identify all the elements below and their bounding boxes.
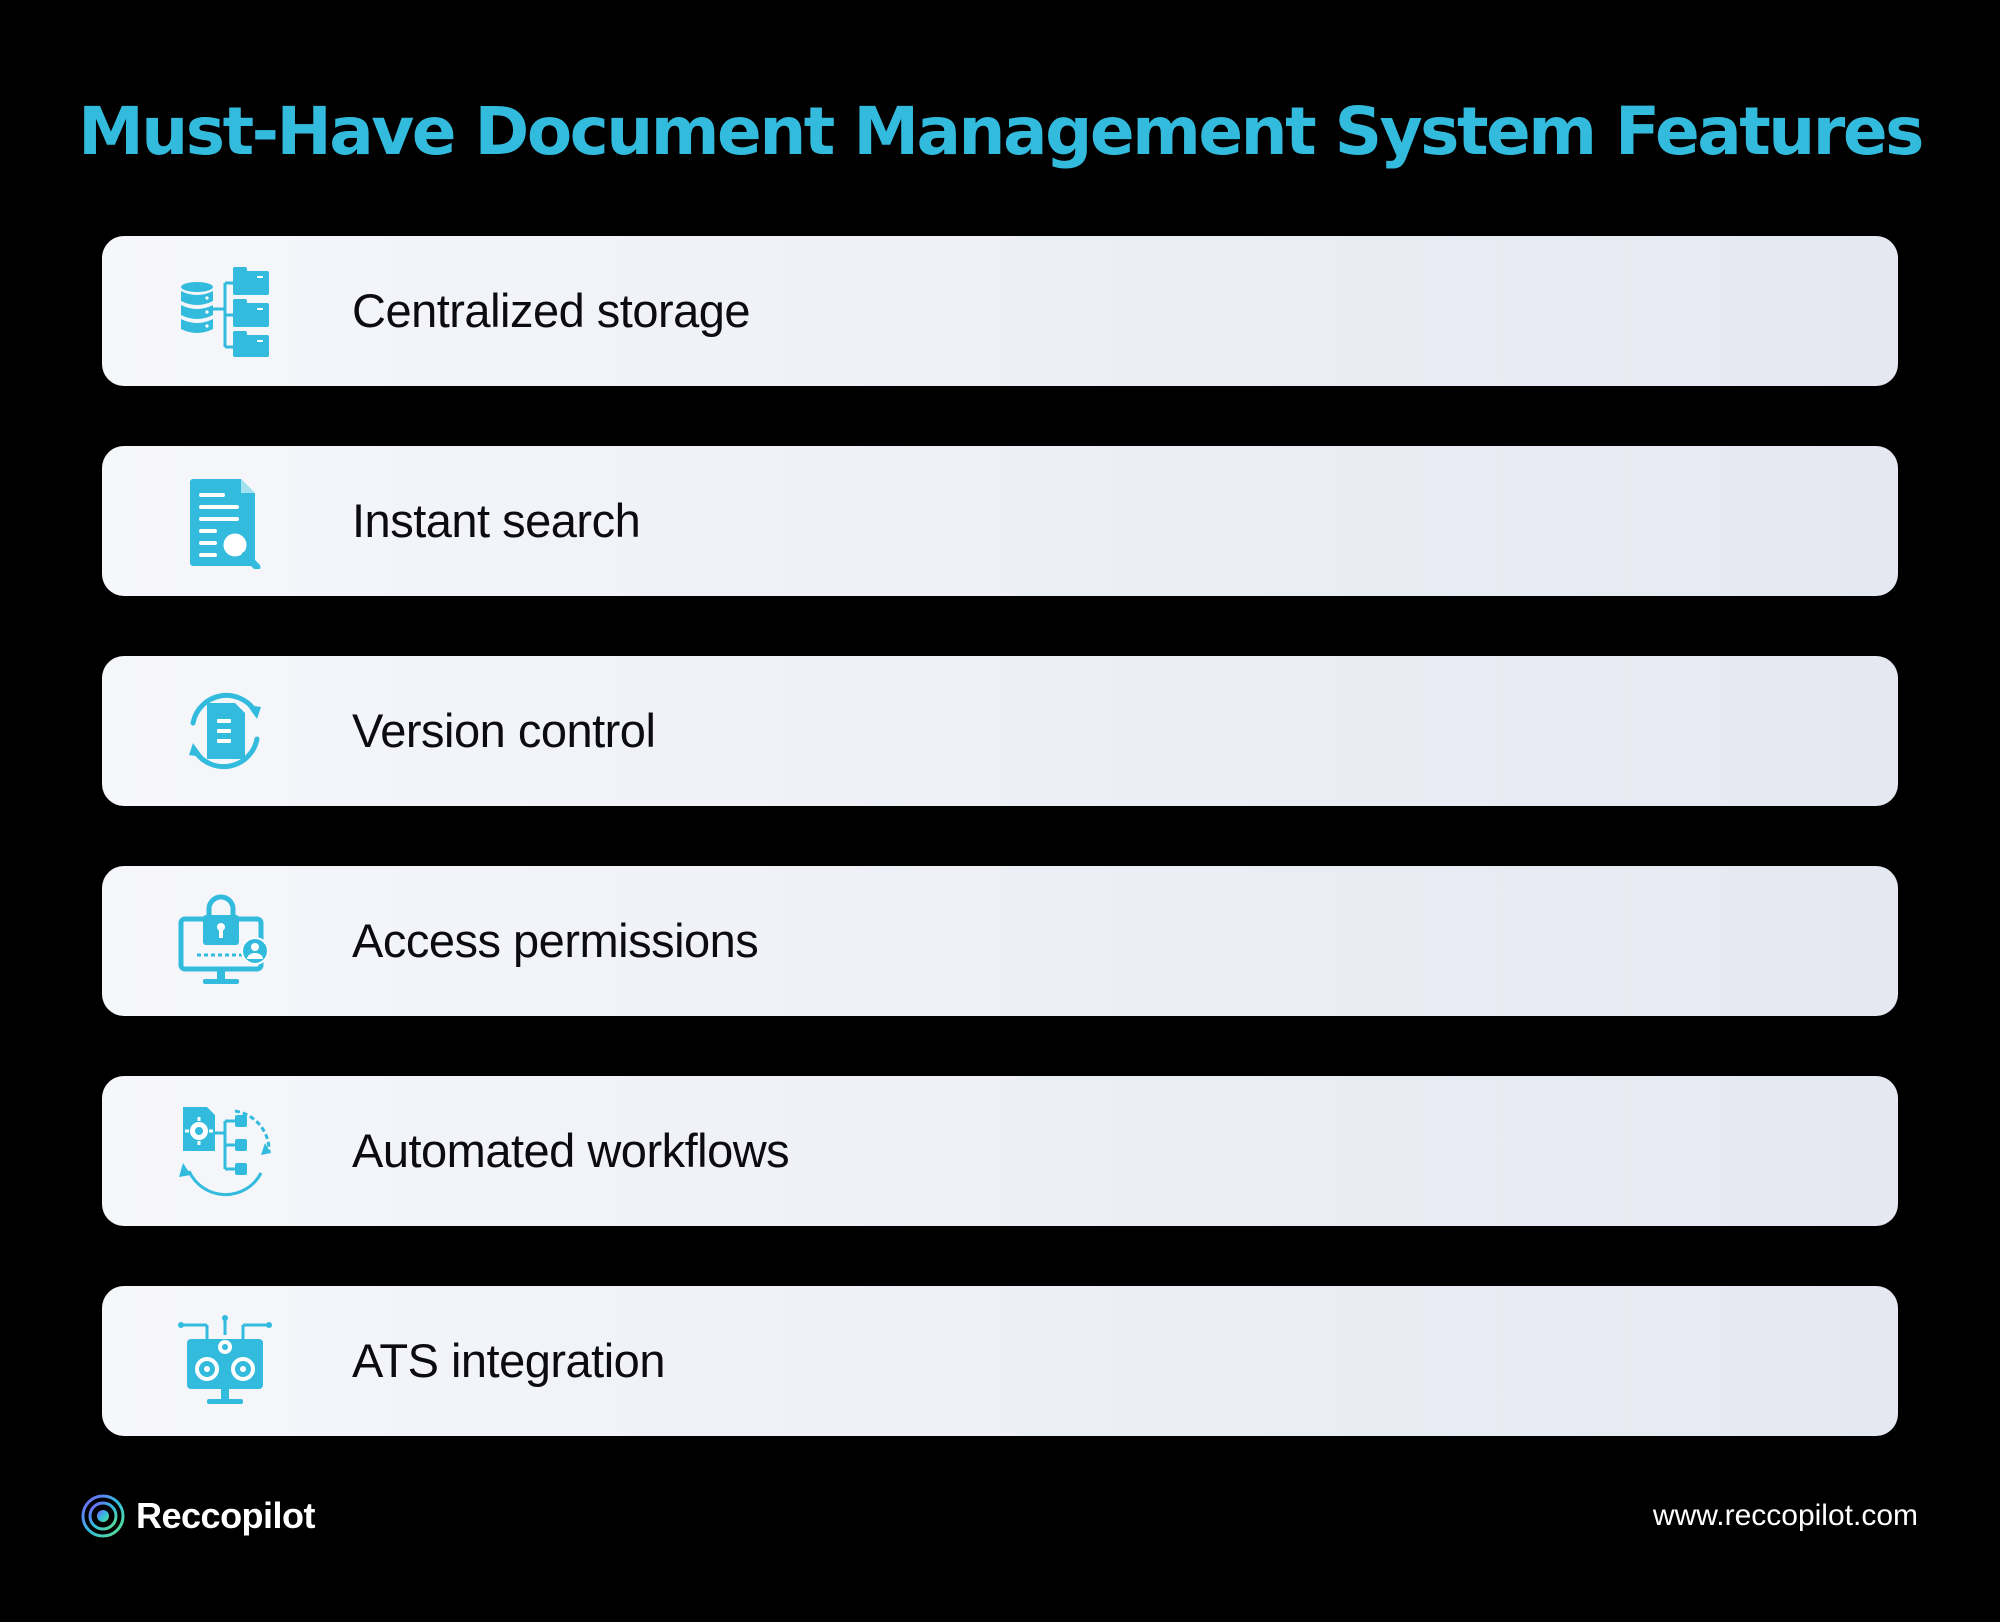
feature-label: Instant search	[352, 494, 641, 547]
document-search-icon	[177, 473, 273, 569]
brand-name: Reccopilot	[136, 1495, 316, 1536]
database-folders-icon	[177, 263, 273, 359]
feature-label: Version control	[352, 704, 656, 757]
page-title: Must-Have Document Management System Features	[78, 93, 1922, 170]
document-sync-icon	[177, 683, 273, 779]
website-url: www.reccopilot.com	[1652, 1499, 1918, 1532]
monitor-lock-user-icon	[177, 893, 273, 989]
feature-card-automated-workflows	[102, 1076, 1898, 1226]
document-gear-workflow-icon	[177, 1103, 273, 1199]
feature-card-instant-search	[102, 446, 1898, 596]
feature-label: Centralized storage	[352, 284, 751, 337]
monitor-gears-network-icon	[177, 1313, 273, 1409]
feature-label: Access permissions	[352, 914, 759, 967]
feature-card-access-permissions	[102, 866, 1898, 1016]
feature-card-centralized-storage	[102, 236, 1898, 386]
feature-label: Automated workflows	[352, 1124, 790, 1177]
feature-card-version-control	[102, 656, 1898, 806]
feature-card-ats-integration	[102, 1286, 1898, 1436]
reccopilot-logo-icon	[80, 1493, 126, 1539]
feature-label: ATS integration	[352, 1334, 665, 1387]
brand	[80, 1492, 315, 1540]
